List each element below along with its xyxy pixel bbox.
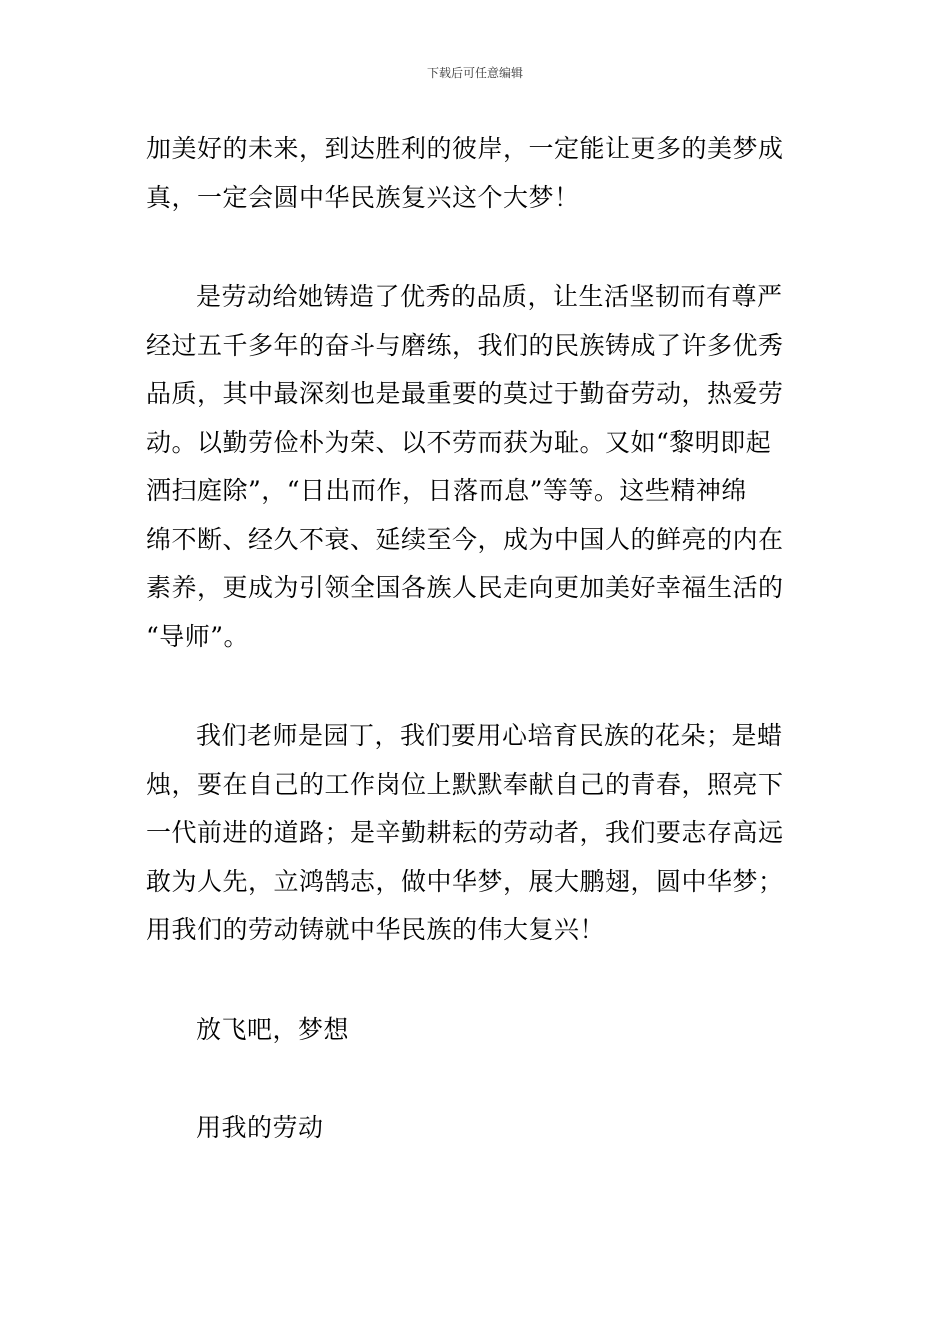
paragraph-line: 绵不断、经久不衰、延续至今，成为中国人的鲜亮的内在 (146, 524, 784, 554)
paragraph-2 (146, 273, 806, 661)
paragraph-line: 用我的劳动 (196, 1113, 324, 1142)
paragraph-line: 真，一定会圆中华民族复兴这个大梦！ (146, 182, 580, 212)
paragraph-line: 加美好的未来，到达胜利的彼岸，一定能让更多的美梦成 (146, 134, 784, 163)
page-header: 下载后可任意编辑 (426, 66, 523, 80)
paragraph-line: 用我们的劳动铸就中华民族的伟大复兴！ (146, 915, 606, 944)
paragraph-line: 敢为人先，立鸿鹄志，做中华梦，展大鹏翅，圆中华梦； (146, 866, 784, 896)
paragraph-5 (146, 1104, 806, 1153)
paragraph-4 (146, 1006, 806, 1055)
paragraph-line: 是劳动给她铸造了优秀的品质，让生活坚韧而有尊严 (196, 282, 783, 311)
paragraph-line: 洒扫庭除”，“日出而作，日落而息”等等。这些精神绵 (146, 476, 747, 505)
paragraph-line: 放飞吧，梦想 (196, 1015, 350, 1044)
paragraph-line: 经过五千多年的奋斗与磨练，我们的民族铸成了许多优秀 (146, 330, 784, 360)
paragraph-line: 一代前进的道路；是辛勤耕耘的劳动者，我们要志存高远 (146, 818, 784, 847)
paragraph-line: 烛，要在自己的工作岗位上默默奉献自己的青春，照亮下 (146, 769, 784, 799)
paragraph-line: “导师”。 (146, 621, 250, 651)
paragraph-line: 动。以勤劳俭朴为荣、以不劳而获为耻。又如“黎明即起 (146, 427, 772, 457)
paragraph-1 (146, 125, 806, 222)
paragraph-line: 素养，更成为引领全国各族人民走向更加美好幸福生活的 (146, 573, 784, 602)
paragraph-3 (146, 712, 806, 955)
paragraph-line: 品质，其中最深刻也是最重要的莫过于勤奋劳动，热爱劳 (146, 379, 784, 408)
paragraph-line: 我们老师是园丁，我们要用心培育民族的花朵；是蜡 (196, 721, 783, 750)
